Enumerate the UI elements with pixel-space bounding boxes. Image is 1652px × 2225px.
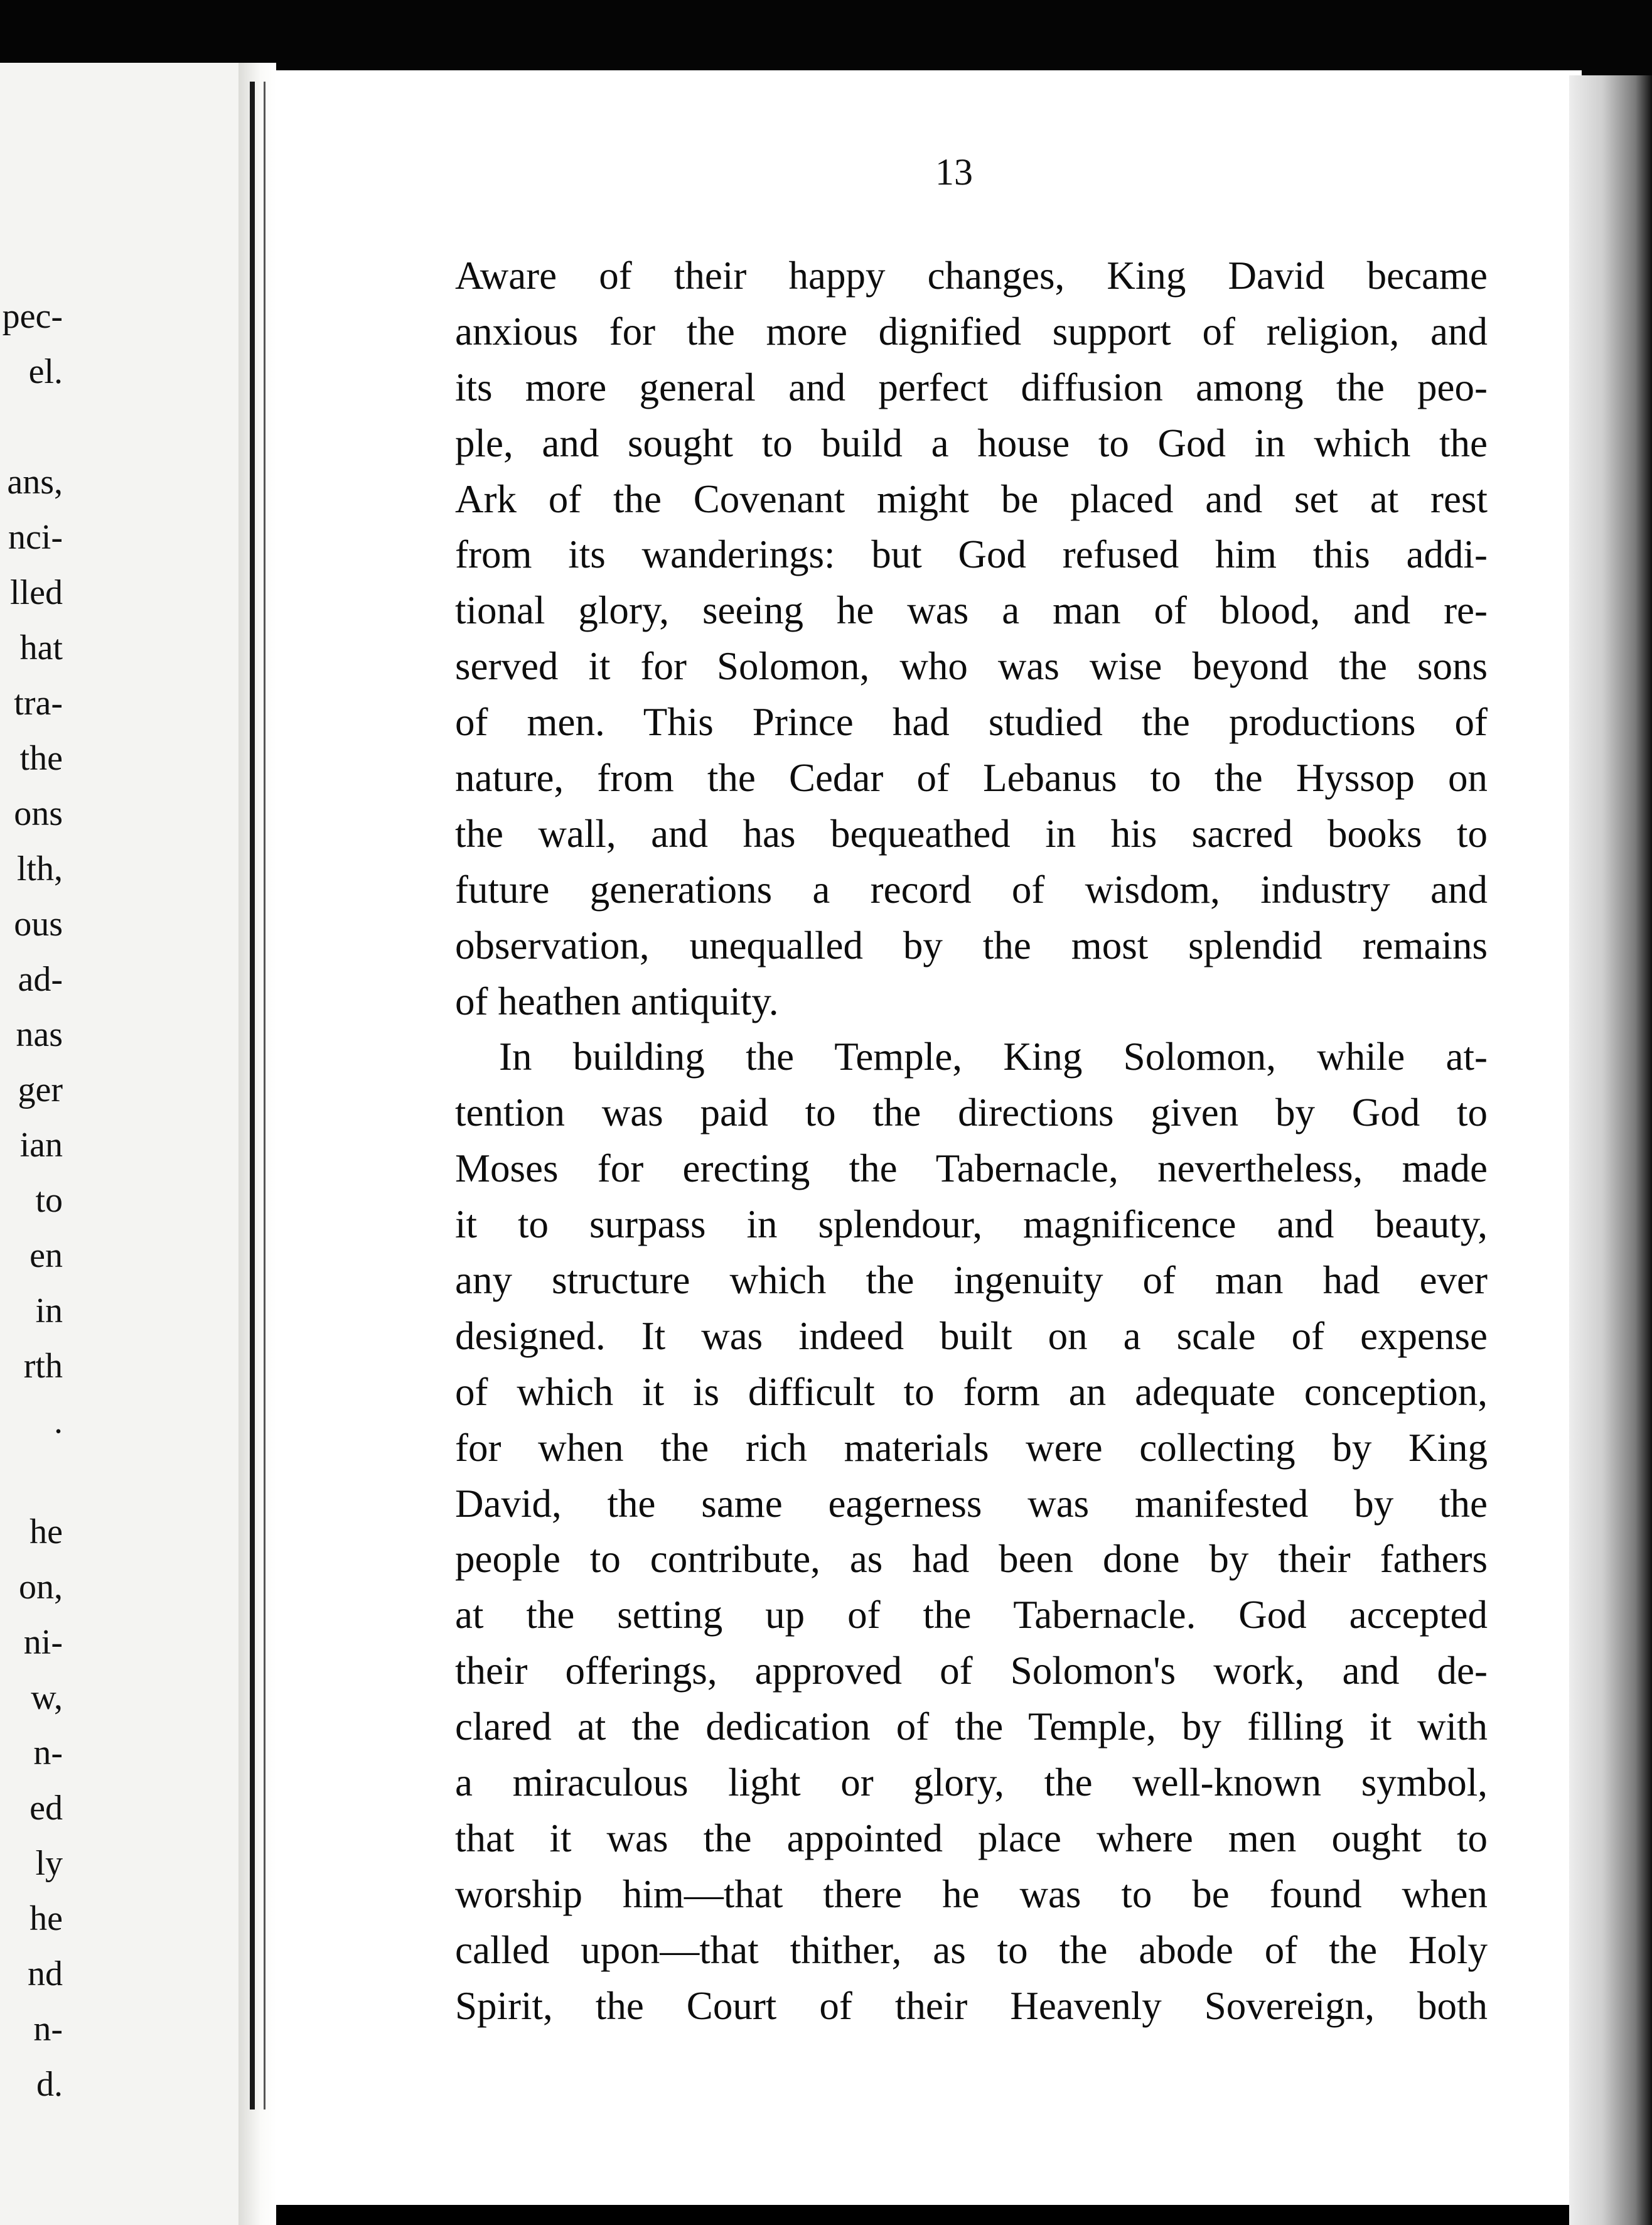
facing-page-fragment: rth [23, 1347, 63, 1386]
facing-page-fragment: ed [30, 1789, 63, 1828]
text-line: David, the same eagerness was manifested by the [455, 1481, 1488, 1526]
body-text [455, 248, 1488, 2034]
text-line: from its wanderings: but God refused him this addi- [455, 532, 1488, 577]
facing-page-fragment: nci- [8, 518, 63, 557]
facing-page-fragment: lth, [16, 849, 63, 888]
text-line: observation, unequalled by the most splendid remains [455, 923, 1488, 967]
text-line: tention was paid to the directions given by God to [455, 1091, 1488, 1135]
text-line: at the setting up of the Tabernacle. God accepted [455, 1593, 1488, 1637]
facing-page-fragment: n- [33, 2010, 63, 2049]
text-line: nature, from the Cedar of Lebanus to the Hyssop on [455, 756, 1488, 800]
text-line: the wall, and has bequeathed in his sacred books to [455, 811, 1488, 856]
facing-page-fragment: ous [14, 905, 63, 944]
facing-page-fragment: ly [35, 1844, 63, 1883]
facing-page-fragment: in [35, 1291, 63, 1330]
text-line: worship him—that there he was to be found when [455, 1872, 1488, 1916]
facing-page-fragment: lled [10, 573, 63, 612]
text-line: any structure which the ingenuity of man had ever [455, 1258, 1488, 1303]
text-line: of heathen antiquity. [455, 979, 779, 1023]
text-line: Aware of their happy changes, King David became [455, 254, 1488, 298]
facing-page-fragment: el. [28, 352, 63, 391]
text-line: its more general and perfect diffusion among the peo- [455, 365, 1488, 409]
text-line: designed. It was indeed built on a scale of expense [455, 1313, 1488, 1358]
text-line: anxious for the more dignified support of religion, and [455, 309, 1488, 353]
facing-page-fragment: . [54, 1402, 63, 1441]
facing-page-fragment: ad- [18, 960, 63, 999]
text-line: tional glory, seeing he was a man of blood, and re- [455, 588, 1488, 633]
facing-page-fragment: he [30, 1512, 63, 1551]
page-number: 13 [935, 151, 973, 193]
paragraph [455, 248, 1488, 1029]
gutter-binding-line-thin [264, 82, 266, 2109]
facing-page-fragment: ni- [23, 1623, 63, 1662]
facing-page-fragment: d. [36, 2065, 63, 2104]
text-line: Ark of the Covenant might be placed and set at rest [455, 477, 1488, 521]
text-line: it to surpass in splendour, magnificence and beauty, [455, 1202, 1488, 1247]
facing-page-fragment: w, [31, 1678, 63, 1717]
facing-page-fragment: ger [18, 1070, 63, 1109]
paragraph [455, 1029, 1488, 2034]
facing-page-fragment: ons [14, 794, 63, 833]
text-line: ple, and sought to build a house to God in which the [455, 421, 1488, 465]
facing-page-fragment: hat [19, 628, 63, 667]
facing-page-fragment: the [19, 739, 63, 778]
page-edge-shadow [1569, 75, 1652, 2225]
text-line: for when the rich materials were collecting by King [455, 1425, 1488, 1470]
facing-page-fragment [0, 1449, 63, 1504]
text-line: called upon—that thither, as to the abode of the Holy [455, 1927, 1488, 1972]
facing-page-fragment: ans, [7, 463, 63, 502]
facing-page-fragment: en [30, 1236, 63, 1275]
facing-page-fragment: nas [16, 1015, 63, 1054]
facing-page-fragment: he [30, 1899, 63, 1938]
book-gutter [239, 63, 276, 2225]
text-line: served it for Solomon, who was wise beyond the sons [455, 644, 1488, 689]
facing-page-fragment: nd [28, 1954, 63, 1993]
text-line: people to contribute, as had been done by their fathers [455, 1537, 1488, 1581]
facing-page-fragment: pec- [2, 297, 63, 336]
text-line: that it was the appointed place where men ought to [455, 1816, 1488, 1860]
text-line: their offerings, approved of Solomon's work, and de- [455, 1649, 1488, 1693]
text-line: clared at the dedication of the Temple, by filling it with [455, 1705, 1488, 1749]
text-line: of which it is difficult to form an adequate conception, [455, 1369, 1488, 1414]
facing-page-fragment: on, [19, 1568, 63, 1607]
text-line: In building the Temple, King Solomon, while at- [499, 1035, 1488, 1079]
facing-page-fragment: tra- [14, 684, 63, 723]
facing-page-text-fragments [0, 289, 63, 2112]
facing-page-fragment [0, 399, 63, 455]
facing-page-fragment: ian [19, 1126, 63, 1165]
text-line: future generations a record of wisdom, industry and [455, 867, 1488, 912]
text-line: Moses for erecting the Tabernacle, nevertheless, made [455, 1146, 1488, 1191]
facing-page-fragment: n- [33, 1733, 63, 1772]
text-line: of men. This Prince had studied the productions of [455, 700, 1488, 745]
facing-page-fragment: to [35, 1181, 63, 1220]
facing-page [0, 63, 251, 2225]
gutter-binding-line [250, 82, 255, 2109]
text-line: a miraculous light or glory, the well-known symbol, [455, 1760, 1488, 1805]
text-line: Spirit, the Court of their Heavenly Sovereign, both [455, 1983, 1488, 2028]
